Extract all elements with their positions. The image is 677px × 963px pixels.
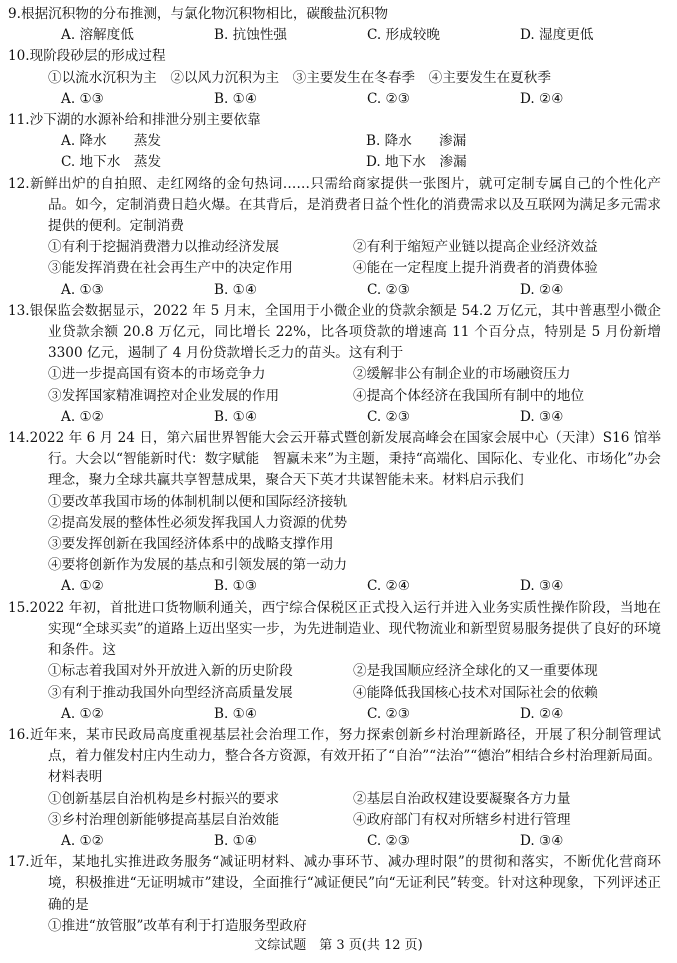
question-stem: 9.根据沉积物的分布推测，与氯化物沉积物相比，碳酸盐沉积物 <box>8 6 388 22</box>
option-b: B. ①④ <box>214 408 258 425</box>
option-a: A. 溶解度低 <box>61 27 134 44</box>
question-13 <box>8 301 661 428</box>
statement-2: ②有利于缩短产业链以提高企业经济效益 <box>353 239 598 256</box>
option-b: B. ①④ <box>214 832 258 849</box>
statement-1: ①创新基层自治机构是乡村振兴的要求 <box>48 790 280 807</box>
question-11 <box>8 110 661 174</box>
statement-2: ②是我国顺应经济全球化的又一重要体现 <box>353 663 598 680</box>
question-14 <box>8 428 661 598</box>
statement-1: ①要改革我国市场的体制机制以便和国际经济接轨 <box>48 493 348 510</box>
option-a: A. 降水 蒸发 <box>61 133 162 150</box>
statement-4: ④要将创新作为发展的基点和引领发展的第一动力 <box>48 557 348 574</box>
question-stem: 12.新鲜出炉的自拍照、走红网络的金句热词……只需给商家提供一张图片，就可定制专属自己的个性化产品。如今，定制消费日趋火爆。在其背后，是消费者日益个性化的消费需求以及互联网为满足多元需求提供的便利。定制消费 <box>8 175 661 235</box>
option-c: C. 地下水 蒸发 <box>61 154 162 171</box>
statement-2: ②基层自治政权建设要凝聚各方力量 <box>353 790 571 807</box>
option-a: A. ①② <box>61 408 104 425</box>
question-stem: 15.2022 年初，首批进口货物顺利通关，西宁综合保税区正式投入运行并进入业务实质性操作阶段，当地在实现“全球买卖”的道路上迈出坚实一步，为先进制造业、现代物流业和新型贸易服务提供了良好的环境和条件。这 <box>8 599 661 659</box>
statement-4: ④政府部门有权对所辖乡村进行管理 <box>353 811 571 828</box>
statement-1: ①推进“放管服”改革有利于打造服务型政府 <box>48 917 307 934</box>
question-stem: 11.沙下湖的水源补给和排泄分别主要依靠 <box>8 112 261 129</box>
option-c: C. ②③ <box>367 408 410 425</box>
question-12 <box>8 174 661 301</box>
option-c: C. 形成较晚 <box>367 27 440 44</box>
statement-3: ③乡村治理创新能够提高基层自治效能 <box>48 811 280 828</box>
statements <box>48 237 661 279</box>
option-a: A. ①② <box>61 578 104 595</box>
option-b: B. 降水 渗漏 <box>366 133 467 150</box>
statement-1: ①进一步提高国有资本的市场竞争力 <box>48 366 266 383</box>
option-b: B. ①④ <box>214 90 258 107</box>
answer-options <box>48 704 661 725</box>
question-stem: 14.2022 年 6 月 24 日，第六届世界智能大会云开幕式暨创新发展高峰会在国家会展中心（天津）S16 馆举行。大会以“智能新时代：数字赋能 智赢未来”为主题，秉持“高端化、国际化、专业化、市场化”办会理念，聚力全球共赢共享智慧成果，聚合天下英才共谋智能未来。材料启示我们 <box>8 430 661 489</box>
question-9 <box>8 4 661 46</box>
option-d: D. 地下水 渗漏 <box>366 154 467 171</box>
option-d: D. ③④ <box>520 578 564 595</box>
option-b: B. 抗蚀性强 <box>214 27 288 44</box>
statement-3: ③有利于推动我国外向型经济高质量发展 <box>48 684 293 701</box>
statements <box>48 789 661 831</box>
answer-options <box>48 280 661 301</box>
statement-3: ③要发挥创新在我国经济体系中的战略支撑作用 <box>48 536 334 553</box>
statement-3: ③发挥国家精准调控对企业发展的作用 <box>48 387 280 404</box>
option-c: C. ②③ <box>367 281 410 298</box>
statements <box>48 364 661 406</box>
answer-options <box>48 131 661 173</box>
question-stem: 17.近年，某地扎实推进政务服务“减证明材料、减办事环节、减办理时限”的贯彻和落实，不断优化营商环境，积极推进“无证明城市”建设，全面推行“减证便民”向“无证利民”转变。针对这种现象，下列评述正确的是 <box>8 854 661 913</box>
option-d: D. 湿度更低 <box>520 27 594 44</box>
statements <box>48 661 661 703</box>
question-stem: 10.现阶段砂层的形成过程 <box>8 48 166 65</box>
answer-options <box>48 89 661 110</box>
option-a: A. ①③ <box>61 90 104 107</box>
option-d: D. ②④ <box>520 90 564 107</box>
option-b: B. ①④ <box>214 705 258 722</box>
option-c: C. ②④ <box>367 578 410 595</box>
option-c: C. ②③ <box>367 90 410 107</box>
question-stem: 13.银保监会数据显示，2022 年 5 月末，全国用于小微企业的贷款余额是 54.2 万亿元，其中普惠型小微企业贷款余额 20.8 万亿元，同比增长 22%，比各项贷款的增速高 11 个百分点，特别是 5 月份新增 3300 亿元，遏制了 4 月份贷款增长乏力的苗头。这有利于 <box>8 302 661 362</box>
answer-options <box>48 25 661 46</box>
statement-4: ④提高个体经济在我国所有制中的地位 <box>353 387 585 404</box>
question-stem: 16.近年来，某市民政局高度重视基层社会治理工作，努力探索创新乡村治理新路径，开展了积分制管理试点，着力催发村庄内生动力，整合各方资源，有效开拓了“自治”“法治”“德治”相结合乡村治理新局面。材料表明 <box>8 726 661 786</box>
page-footer: 文综试题 第 3 页(共 12 页) <box>254 938 423 953</box>
statement-line: ①以流水沉积为主 ②以风力沉积为主 ③主要发生在冬春季 ④主要发生在夏秋季 <box>48 69 551 86</box>
answer-options <box>48 576 661 597</box>
option-b: B. ①③ <box>214 578 258 595</box>
answer-options <box>48 831 661 852</box>
option-a: A. ①③ <box>61 281 104 298</box>
option-d: D. ②④ <box>520 705 564 722</box>
option-c: C. ②③ <box>367 705 410 722</box>
statement-1: ①标志着我国对外开放进入新的历史阶段 <box>48 663 293 680</box>
question-15 <box>8 598 661 725</box>
question-10 <box>8 46 661 110</box>
statement-1: ①有利于挖掘消费潜力以推动经济发展 <box>48 239 280 256</box>
question-16 <box>8 725 661 852</box>
statement-3: ③能发挥消费在社会再生产中的决定作用 <box>48 260 293 277</box>
statement-2: ②缓解非公有制企业的市场融资压力 <box>353 366 571 383</box>
option-d: D. ③④ <box>520 408 564 425</box>
statement-2: ②提高发展的整体性必须发挥我国人力资源的优势 <box>48 514 348 531</box>
statement-4: ④能降低我国核心技术对国际社会的依赖 <box>353 684 598 701</box>
option-d: D. ③④ <box>520 832 564 849</box>
option-a: A. ①② <box>61 832 104 849</box>
answer-options <box>48 407 661 428</box>
question-17 <box>8 852 661 937</box>
option-d: D. ②④ <box>520 281 564 298</box>
option-a: A. ①② <box>61 705 104 722</box>
option-b: B. ①④ <box>214 281 258 298</box>
statement-4: ④能在一定程度上提升消费者的消费体验 <box>353 260 598 277</box>
option-c: C. ②③ <box>367 832 410 849</box>
